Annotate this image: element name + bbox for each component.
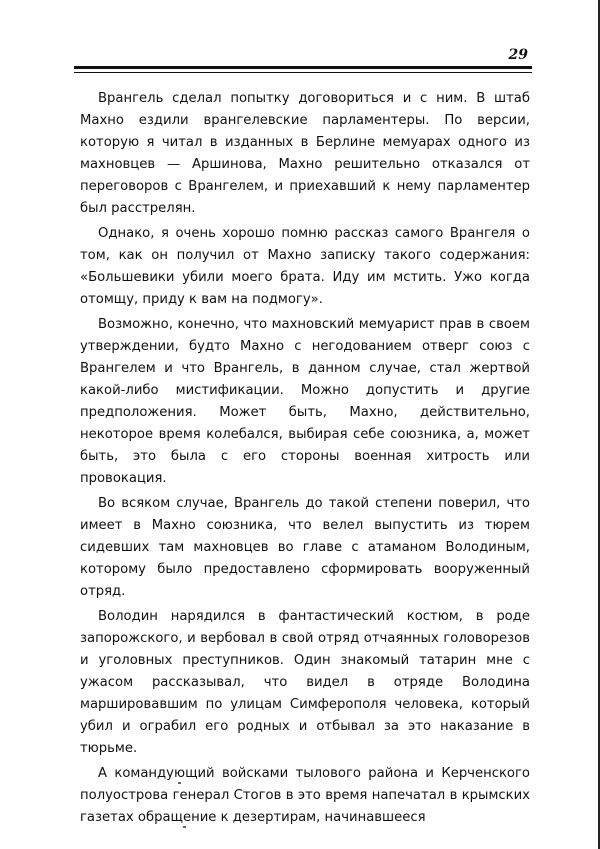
body-text — [80, 88, 530, 829]
paragraph: Во всяком случае, Врангель до такой степени поверил, что имеет в Махно союзника, что велел выпустить из тюрем сидевших там махновцев во главе с атаманом Володиным, которому было предоставлено сформировать вооруженный отряд. — [80, 496, 530, 599]
paragraph: А командующий войсками тылового района и Керченского полуострова генерал Стогов в это время напечатал в крымских газетах обращение к дезертирам, начинавшееся — [80, 766, 530, 825]
page-number: 29 — [508, 47, 528, 63]
paragraph: Однако, я очень хорошо помню рассказ самого Врангеля о том, как он получил от Махно записку такого содержания: «Большевики убили моего брата. Иду им мстить. Ужо когда отомщу, приду к вам на подмогу». — [80, 226, 530, 307]
paragraph: Володин нарядился в фантастический костюм, в роде запорожского, и вербовал в свой отряд отчаянных головорезов и уголовных преступников. Один знакомый татарин мне с ужасом рассказывал, что видел в отряде Володина маршировавшим по улицам Симферополя человека, который убил и ограбил его родных и отбывал за это наказание в тюрьме. — [80, 609, 530, 756]
paragraph: Врангель сделал попытку договориться и с ним. В штаб Махно ездили врангелевские парламентеры. По версии, которую я читал в изданных в Берлине мемуарах одного из махновцев — Аршинова, Махно решительно отказался от переговоров с Врангелем, и приехавший к нему парламентер был расстрелян. — [80, 91, 530, 216]
header-rule-thick — [74, 66, 532, 69]
paragraph: Возможно, конечно, что махновский мемуарист прав в своем утверждении, будто Махно с негодованием отверг союз с Врангелем и что Врангель, в данном случае, стал жертвой какой-либо мистификации. Можно допустить и другие предположения. Может быть, Махно, действительно, некоторое время колебался, выбирая себе союзника, а, может быть, это была с его стороны военная хитрость или провокация. — [80, 317, 530, 486]
scan-speck — [183, 826, 186, 828]
scan-speck — [178, 782, 181, 784]
header-rule-thin — [74, 72, 532, 73]
